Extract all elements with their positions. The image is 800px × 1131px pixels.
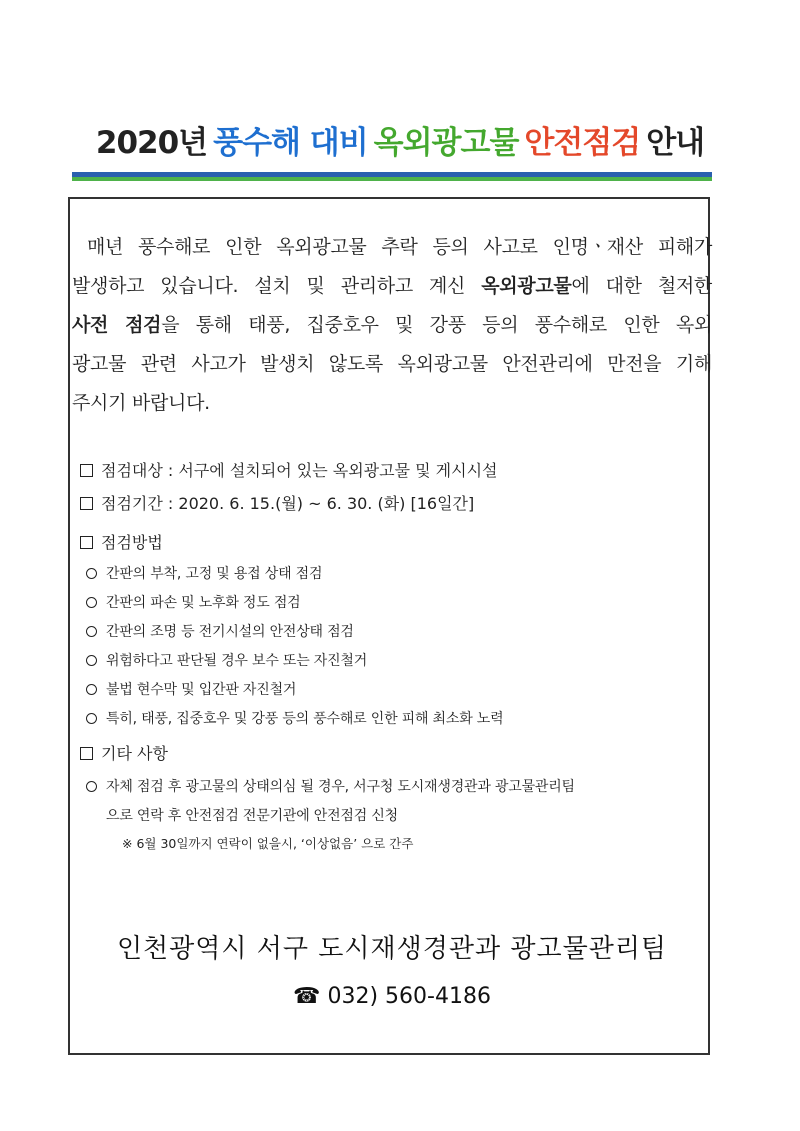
method-item-text: 간판의 파손 및 노후화 정도 점검 xyxy=(106,595,301,611)
intro-line2-text: 발생하고 있습니다. 설치 및 관리하고 계신 xyxy=(72,275,482,297)
circle-bullet-icon xyxy=(86,626,97,637)
method-item xyxy=(86,621,354,641)
telephone-icon: ☎ xyxy=(293,984,321,1009)
method-item xyxy=(86,679,296,699)
title-part4: 안내 xyxy=(646,125,705,161)
intro-line5-text: 주시기 바랍니다. xyxy=(72,392,210,414)
square-bullet-icon xyxy=(80,747,93,760)
section-etc-title: 기타 사항 xyxy=(101,744,168,763)
section-method-title: 점검방법 xyxy=(101,533,163,552)
circle-bullet-icon xyxy=(86,568,97,579)
method-item-text: 위험하다고 판단될 경우 보수 또는 자진철거 xyxy=(106,653,368,669)
intro-line1-text: 매년 풍수해로 인한 옥외광고물 추락 등의 사고로 인명ㆍ재산 피해가 xyxy=(86,236,712,258)
etc-item-text-line2: 으로 연락 후 안전점검 전문기관에 안전점검 신청 xyxy=(106,808,398,824)
method-item-text: 불법 현수막 및 입간판 자진철거 xyxy=(106,682,297,698)
method-item-text: 간판의 조명 등 전기시설의 안전상태 점검 xyxy=(106,624,354,640)
method-item xyxy=(86,650,367,670)
square-bullet-icon xyxy=(80,464,93,477)
intro-line xyxy=(72,267,712,306)
circle-bullet-icon xyxy=(86,655,97,666)
intro-line xyxy=(72,345,712,384)
method-item-text: 특히, 태풍, 집중호우 및 강풍 등의 풍수해로 인한 피해 최소화 노력 xyxy=(106,711,504,727)
etc-item-continued xyxy=(106,805,398,825)
section-etc xyxy=(80,741,168,764)
contact-phone xyxy=(72,984,712,1009)
section-target-text: 점검대상 : 서구에 설치되어 있는 옥외광고물 및 게시시설 xyxy=(101,461,498,480)
title-underline-green xyxy=(72,177,712,181)
title-part1: 풍수해 대비 xyxy=(213,125,368,161)
title-part3: 안전점검 xyxy=(524,125,641,161)
intro-line xyxy=(72,384,712,423)
etc-item-text: 자체 점검 후 광고물의 상태의심 될 경우, 서구청 도시재생경관과 광고물관리팀 xyxy=(106,779,575,795)
method-item-text: 간판의 부착, 고정 및 용접 상태 점검 xyxy=(106,566,323,582)
intro-bold-precheck: 사전 점검 xyxy=(72,314,162,336)
method-item xyxy=(86,592,300,612)
square-bullet-icon xyxy=(80,497,93,510)
section-period xyxy=(80,491,474,514)
page-title xyxy=(0,120,800,166)
section-target xyxy=(80,458,497,481)
circle-bullet-icon xyxy=(86,684,97,695)
intro-line2-end: 에 대한 철저한 xyxy=(571,275,712,297)
section-period-text: 점검기간 : 2020. 6. 15.(월) ~ 6. 30. (화) [16일간] xyxy=(101,494,475,513)
title-part2: 옥외광고물 xyxy=(373,125,519,161)
intro-line xyxy=(72,228,712,267)
circle-bullet-icon xyxy=(86,597,97,608)
intro-bold-signage: 옥외광고물 xyxy=(481,275,572,297)
intro-paragraph xyxy=(72,228,712,423)
etc-note: ※ 6월 30일까지 연락이 없을시, ‘이상없음’ 으로 간주 xyxy=(122,836,414,851)
intro-line xyxy=(72,306,712,345)
intro-line3-text: 을 통해 태풍, 집중호우 및 강풍 등의 풍수해로 인한 옥외 xyxy=(161,314,712,336)
circle-bullet-icon xyxy=(86,781,97,792)
method-item xyxy=(86,708,503,728)
section-method xyxy=(80,530,163,553)
square-bullet-icon xyxy=(80,536,93,549)
circle-bullet-icon xyxy=(86,713,97,724)
intro-line4-text: 광고물 관련 사고가 발생치 않도록 옥외광고물 안전관리에 만전을 기해 xyxy=(72,353,712,375)
organization-name: 인천광역시 서구 도시재생경관과 광고물관리팀 xyxy=(116,934,668,964)
etc-item xyxy=(86,776,575,796)
phone-number: 032) 560-4186 xyxy=(327,984,491,1009)
method-item xyxy=(86,563,322,583)
title-year: 2020년 xyxy=(95,125,208,161)
